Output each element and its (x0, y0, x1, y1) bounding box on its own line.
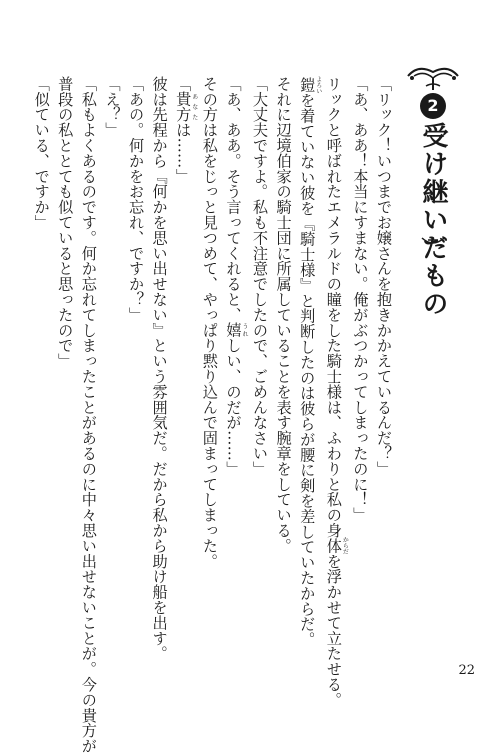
text-line: その方は私をじっと見つめて、やっぱり黙り込んで固まってしまった。 (200, 76, 219, 569)
text-line: 「あ、ああ！本当にすまない。俺がぶつかってしまったのに！」 (351, 76, 370, 523)
text-line: 「あの。何かをお忘れ、ですか？」 (127, 76, 146, 323)
body-text (32, 76, 395, 754)
text-line: 「リック！いつまでお嬢さんを抱きかかえているんだ？」 (375, 76, 393, 477)
text-line: 彼は先程から『何かを思い出せない』という雰囲気だ。だから私から助け船を出す。 (150, 76, 169, 662)
chapter-heading (404, 62, 462, 318)
page-number: 22 (458, 663, 475, 678)
text-line: 「似ている、ですか」 (32, 76, 51, 230)
text-line: 「あ、ああ。そう言ってくれると、嬉うれしい、のだが……」 (224, 76, 248, 477)
text-line: リックと呼ばれたエメラルドの瞳をした騎士様は、ふわりと私の身体からだを浮かせて立たせる。 (324, 76, 349, 708)
text-line: 「大丈夫ですよ。私も不注意でしたので、ごめんなさい」 (251, 76, 270, 477)
text-line: 鎧よろいを着ていない彼を『騎士様』と判断したのは彼らが腰に剣を差していたからだ。 (298, 76, 322, 648)
text-line: 「貴方あなたは……」 (174, 76, 198, 184)
text-line: 「私もよくあるのです。何か忘れてしまったことがあるのに中々思い出せないことが。今の貴方が (79, 76, 98, 754)
text-line: 普段の私ととても似ていると思ったので」 (56, 76, 75, 369)
text-line: それに辺境伯家の騎士団に所属していることを表す腕章をしている。 (274, 76, 293, 554)
chapter-number-badge: 2 (420, 93, 446, 119)
chapter-title: 受け継いだもの (418, 122, 448, 318)
text-line: 「え？」 (103, 76, 122, 138)
